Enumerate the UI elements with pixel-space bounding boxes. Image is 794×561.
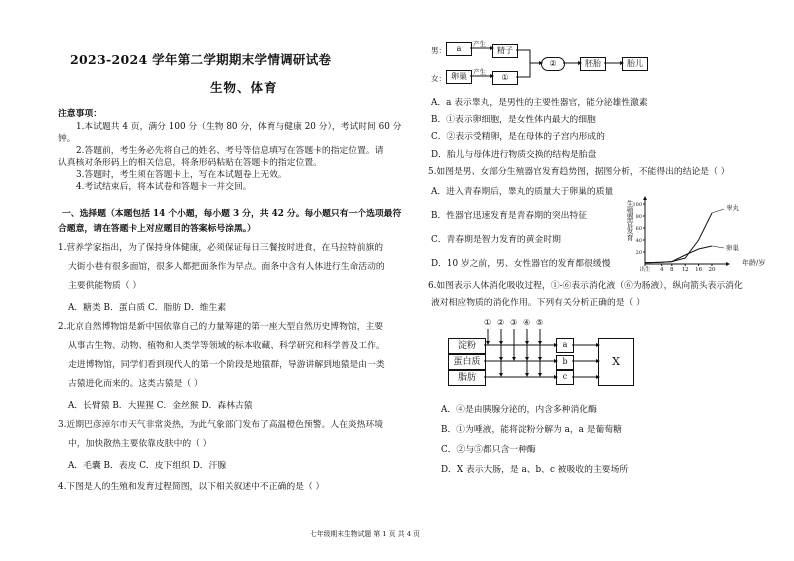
question-2-stem: 走进博物馆，同学们看到现代人的第一个阶段是地猿群，导游讲解到地猿是由一类 <box>68 360 385 370</box>
question-5-option: C．青春期是智力发育的黄金时期 <box>431 235 561 245</box>
chart-y-tick-label: 40 <box>635 238 642 244</box>
produce-label: 产生 <box>473 40 486 48</box>
chart-x-tick-label: 12 <box>681 267 689 273</box>
absorption-box-x: X <box>598 338 634 386</box>
question-1-options: A．糖类 B．蛋白质 C．脂肪 D．维生素 <box>68 303 227 313</box>
chart-y-tick-label: 60 <box>635 226 642 232</box>
fetus-box: 胎儿 <box>622 57 648 71</box>
chart-y-tick-label: 100 <box>632 202 642 208</box>
notice-heading: 注意事项： <box>58 109 102 119</box>
notice-line: 认真核对条形码上的相关信息，将条形码粘贴在答题卡的指定位置。 <box>58 158 322 168</box>
chart-series-label: 睾丸 <box>726 204 739 212</box>
question-3-options: A．毛囊 B．表皮 C．皮下组织 D．汗腺 <box>68 461 227 471</box>
question-4-option: C．②表示受精卵，是在母体的子宫内形成的 <box>431 132 605 142</box>
notice-line: 4.考试结束后，将本试卷和答题卡一并交回。 <box>76 182 252 192</box>
question-4-option: B．①表示卵细胞，是女性体内最大的细胞 <box>431 115 596 125</box>
question-4-option: A．a 表示睾丸，是男性的主要性器官，能分泌雄性激素 <box>431 98 648 108</box>
fat-box: 脂肪 <box>448 370 486 386</box>
question-2-stem: 2.北京自然博物馆是新中国依靠自己的力量筹建的第一座大型自然历史博物馆，主要 <box>58 322 384 332</box>
notice-line: 2.答题前，考生务必先将自己的姓名、考号等信息填写在答题卡的指定位置。请 <box>76 146 384 156</box>
question-2-options: A．长臂猿 B．大猩猩 C．金丝猴 D．森林古猿 <box>68 401 253 411</box>
section-heading: 一、选择题（本题包括 14 个小题，每小题 3 分，共 42 分。每小题只有一个选项最符 <box>62 209 402 219</box>
juice-label: ③ <box>510 318 518 327</box>
section-heading: 合题意，请在答题卡上对应题目的答案标号涂黑。） <box>58 224 256 234</box>
starch-box: 淀粉 <box>448 338 486 354</box>
question-6-option: C．②与⑤都只含一种酶 <box>441 445 536 455</box>
question-6-stem: 液对相应物质的消化作用。下列有关分析正确的是（ ） <box>431 298 645 308</box>
question-6-option: D．X 表示大肠，是 a、b、c 被吸收的主要场所 <box>441 465 629 475</box>
protein-box: 蛋白质 <box>448 354 486 370</box>
product-a: a <box>556 338 574 353</box>
chart-series-label: 卵巢 <box>726 244 739 252</box>
question-3-stem: 中，加快散热主要依靠皮肤中的（ ） <box>68 439 212 449</box>
chart-x-tick-label: 16 <box>695 267 703 273</box>
female-label: 女： <box>431 74 446 83</box>
question-3-stem: 3.近期巴彦淖尔市天气非常炎热，为此气象部门发布了高温橙色预警。人在炎热环境 <box>58 420 384 430</box>
question-1-stem: 主要供能物质（ ） <box>68 281 142 291</box>
question-1-stem: 1.营养学家指出，为了保持身体健康，必须保证每日三餐按时进食，在马拉特前旗的 <box>58 243 384 253</box>
chart-x-tick-label: 出生 <box>639 267 651 273</box>
juice-label: ④ <box>523 318 531 327</box>
page-title: 2023-2024 学年第二学期期末学情调研试卷 <box>70 52 332 67</box>
question-4-option: D．胎儿与母体进行物质交换的结构是胎盘 <box>431 150 597 160</box>
question-6-option: B．①为唾液，能将淀粉分解为 a，a 是葡萄糖 <box>441 425 622 435</box>
page-footer: 七年级期末生物试题 第 1 页 共 4 页 <box>310 530 420 538</box>
question-6-stem: 6.如图表示人体消化吸收过程，①-⑥表示消化液（⑥为肠液），纵向箭头表示消化 <box>428 281 743 291</box>
male-label: 男： <box>431 46 446 55</box>
chart-x-tick-label: 4 <box>660 267 664 273</box>
product-b: b <box>556 355 574 370</box>
question-2-stem: 古猿进化而来的。这类古猿是（ ） <box>68 379 203 389</box>
juice-label: ② <box>497 318 505 327</box>
chart-x-tick-label: 20 <box>708 267 716 273</box>
question-4-stem: 4.下图是人的生殖和发育过程简图，以下相关叙述中不正确的是（ ） <box>58 482 325 492</box>
chart-ylabel: 生殖器官发育 <box>625 200 633 241</box>
notice-line: 3.答题时，考生须在答题卡上，写在本试题卷上无效。 <box>76 170 287 180</box>
notice-line: 1.本试题共 4 页，满分 100 分（生物 80 分，体育与健康 20 分），考试时间 60 分 <box>76 122 402 132</box>
notice-line: 钟。 <box>58 134 76 144</box>
juice-label: ⑤ <box>536 318 544 327</box>
chart-y-tick-label: 80 <box>635 214 642 220</box>
egg-box: ① <box>492 71 518 85</box>
question-5-option: A．进入青春期后，睾丸的质量大于卵巢的质量 <box>431 187 614 197</box>
zygote-circle: ② <box>541 57 565 71</box>
question-5-stem: 5.如图是男、女部分生殖器官发育趋势图，据图分析，不能得出的结论是（ ） <box>428 167 730 177</box>
chart-y-tick-label: 20 <box>635 250 642 256</box>
question-5-option: D．10 岁之前，男、女性器官的发育都很缓慢 <box>431 259 611 269</box>
embryo-box: 胚胎 <box>580 57 606 71</box>
chart-xlabel: 年龄/岁 <box>742 259 766 267</box>
chart-x-tick-label: 8 <box>670 267 674 273</box>
question-1-stem: 大街小巷有很多面馆，很多人都把面条作为早点。面条中含有人体进行生命活动的 <box>68 262 385 272</box>
ovary-box: 卵巢 <box>446 70 472 84</box>
question-6-option: A．④是由胰腺分泌的，内含多种消化酶 <box>441 405 597 415</box>
question-2-stem: 从事古生物、动物、植物和人类学等领域的标本收藏、科学研究和科学普及工作。 <box>68 341 385 351</box>
juice-label: ① <box>484 318 492 327</box>
product-c: c <box>556 370 574 385</box>
produce-label: 产生 <box>473 68 486 76</box>
page-subtitle: 生物、体育 <box>210 80 278 95</box>
question-5-option: B．性器官迅速发育是青春期的突出特征 <box>431 211 588 221</box>
testis-box-a: a <box>446 42 472 56</box>
sperm-box: 精子 <box>492 44 518 58</box>
